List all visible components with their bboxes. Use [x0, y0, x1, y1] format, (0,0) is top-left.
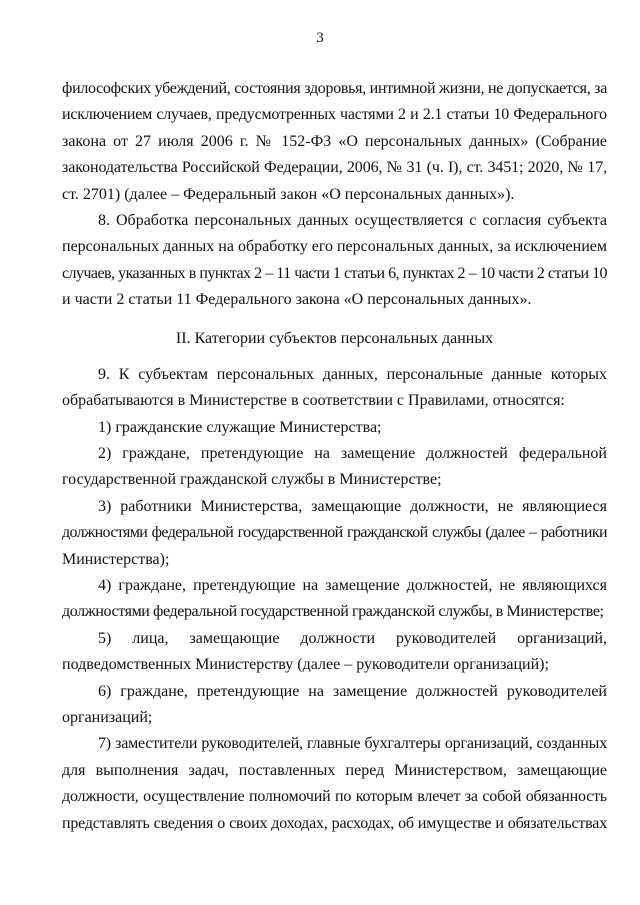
- text-line: Министерства);: [62, 550, 170, 568]
- text-line: философских убеждений, состояния здоровья, интимной жизни, не допускается, за: [62, 80, 607, 97]
- list-item: 1) гражданские служащие Министерства;: [98, 418, 382, 436]
- text-line: подведомственных Министерству (далее – руководители организаций);: [62, 656, 549, 674]
- list-item: 4) граждане, претендующие на замещение должностей, не являющихся: [98, 577, 607, 595]
- document-body: [62, 76, 607, 837]
- list-item: 7) заместители руководителей, главные бухгалтеры организаций, созданных: [98, 735, 607, 753]
- section-heading: II. Категории субъектов персональных данных: [175, 329, 494, 347]
- text-line: ст. 2701) (далее – Федеральный закон «О персональных данных»).: [62, 185, 515, 203]
- list-item: 6) граждане, претендующие на замещение должностей руководителей: [98, 682, 607, 700]
- text-line: должностями федеральной государственной гражданской службы, в Министерстве;: [62, 603, 604, 621]
- text-line: случаев, указанных в пунктах 2 – 11 части 1 статьи 6, пунктах 2 – 10 части 2 статьи 10: [62, 264, 607, 282]
- text-line: организаций;: [62, 708, 153, 726]
- text-line: представлять сведения о своих доходах, расходах, об имуществе и обязательствах: [62, 814, 607, 832]
- text-line: закона от 27 июля 2006 г. № 152-ФЗ «О персональных данных» (Собрание: [62, 132, 607, 150]
- text-line: исключением случаев, предусмотренных частями 2 и 2.1 статьи 10 Федерального: [62, 106, 607, 124]
- list-item: 2) граждане, претендующие на замещение должностей федеральной: [98, 445, 607, 463]
- list-item: 3) работники Министерства, замещающие должности, не являющиеся: [98, 497, 607, 515]
- text-line: обрабатываются в Министерстве в соответствии с Правилами, относятся:: [62, 392, 565, 410]
- text-line: для выполнения задач, поставленных перед Министерством, замещающие: [62, 761, 607, 779]
- text-line: должности, осуществление полномочий по которым влечет за собой обязанность: [62, 788, 607, 806]
- text-line: 8. Обработка персональных данных осуществляется с согласия субъекта: [98, 211, 607, 229]
- text-line: и части 2 статьи 11 Федерального закона «О персональных данных».: [62, 291, 532, 309]
- text-line: государственной гражданской службы в Министерстве;: [62, 471, 442, 489]
- page-number: 3: [316, 30, 324, 46]
- text-line: должностями федеральной государственной гражданской службы (далее – работники: [62, 524, 607, 542]
- text-line: законодательства Российской Федерации, 2006, № 31 (ч. I), ст. 3451; 2020, № 17,: [62, 159, 607, 177]
- text-line: 9. К субъектам персональных данных, персональные данные которых: [98, 365, 607, 383]
- list-item: 5) лица, замещающие должности руководителей организаций,: [98, 629, 607, 647]
- text-line: персональных данных на обработку его персональных данных, за исключением: [62, 238, 607, 256]
